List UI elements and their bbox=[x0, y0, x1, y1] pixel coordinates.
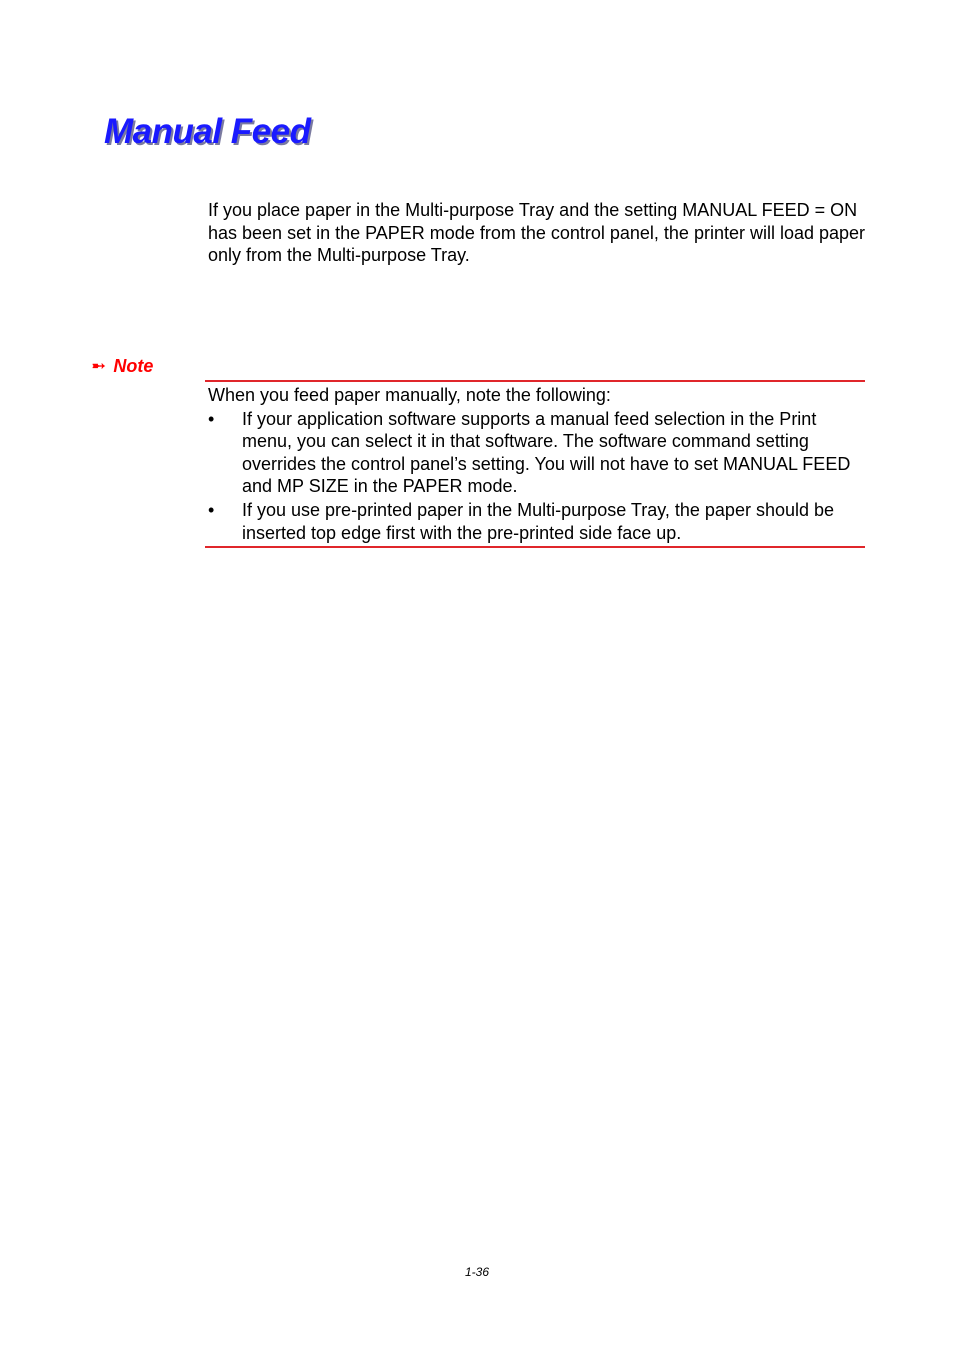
arrow-pointer-icon: ➸ bbox=[92, 358, 106, 375]
intro-paragraph: If you place paper in the Multi-purpose Tray and the setting MANUAL FEED = ON has been set in the PAPER mode from the control panel, the printer will load paper only from the Multi-purpose Tray. bbox=[208, 200, 866, 265]
note-intro: When you feed paper manually, note the following: bbox=[208, 385, 611, 405]
list-item bbox=[208, 408, 865, 498]
page-title: Manual Feed bbox=[104, 112, 311, 151]
bullet: • bbox=[208, 499, 215, 520]
note-label-text: Note bbox=[113, 356, 154, 376]
bullet: • bbox=[208, 408, 215, 429]
list-item-text: If you use pre-printed paper in the Multi-purpose Tray, the paper should be inserted top edge first with the pre-printed side face up. bbox=[242, 499, 835, 543]
page-number: 1-36 bbox=[464, 1265, 490, 1279]
list-item bbox=[208, 499, 865, 544]
note-label bbox=[92, 356, 153, 377]
note-list bbox=[208, 408, 865, 545]
note-box bbox=[205, 380, 865, 548]
list-item-text: If your application software supports a manual feed selection in the Print menu, you can select it in that software. The software command setting overrides the control panel’s setting. You will not have to set MANUAL FEED and MP SIZE in the PAPER mode. bbox=[242, 408, 851, 497]
